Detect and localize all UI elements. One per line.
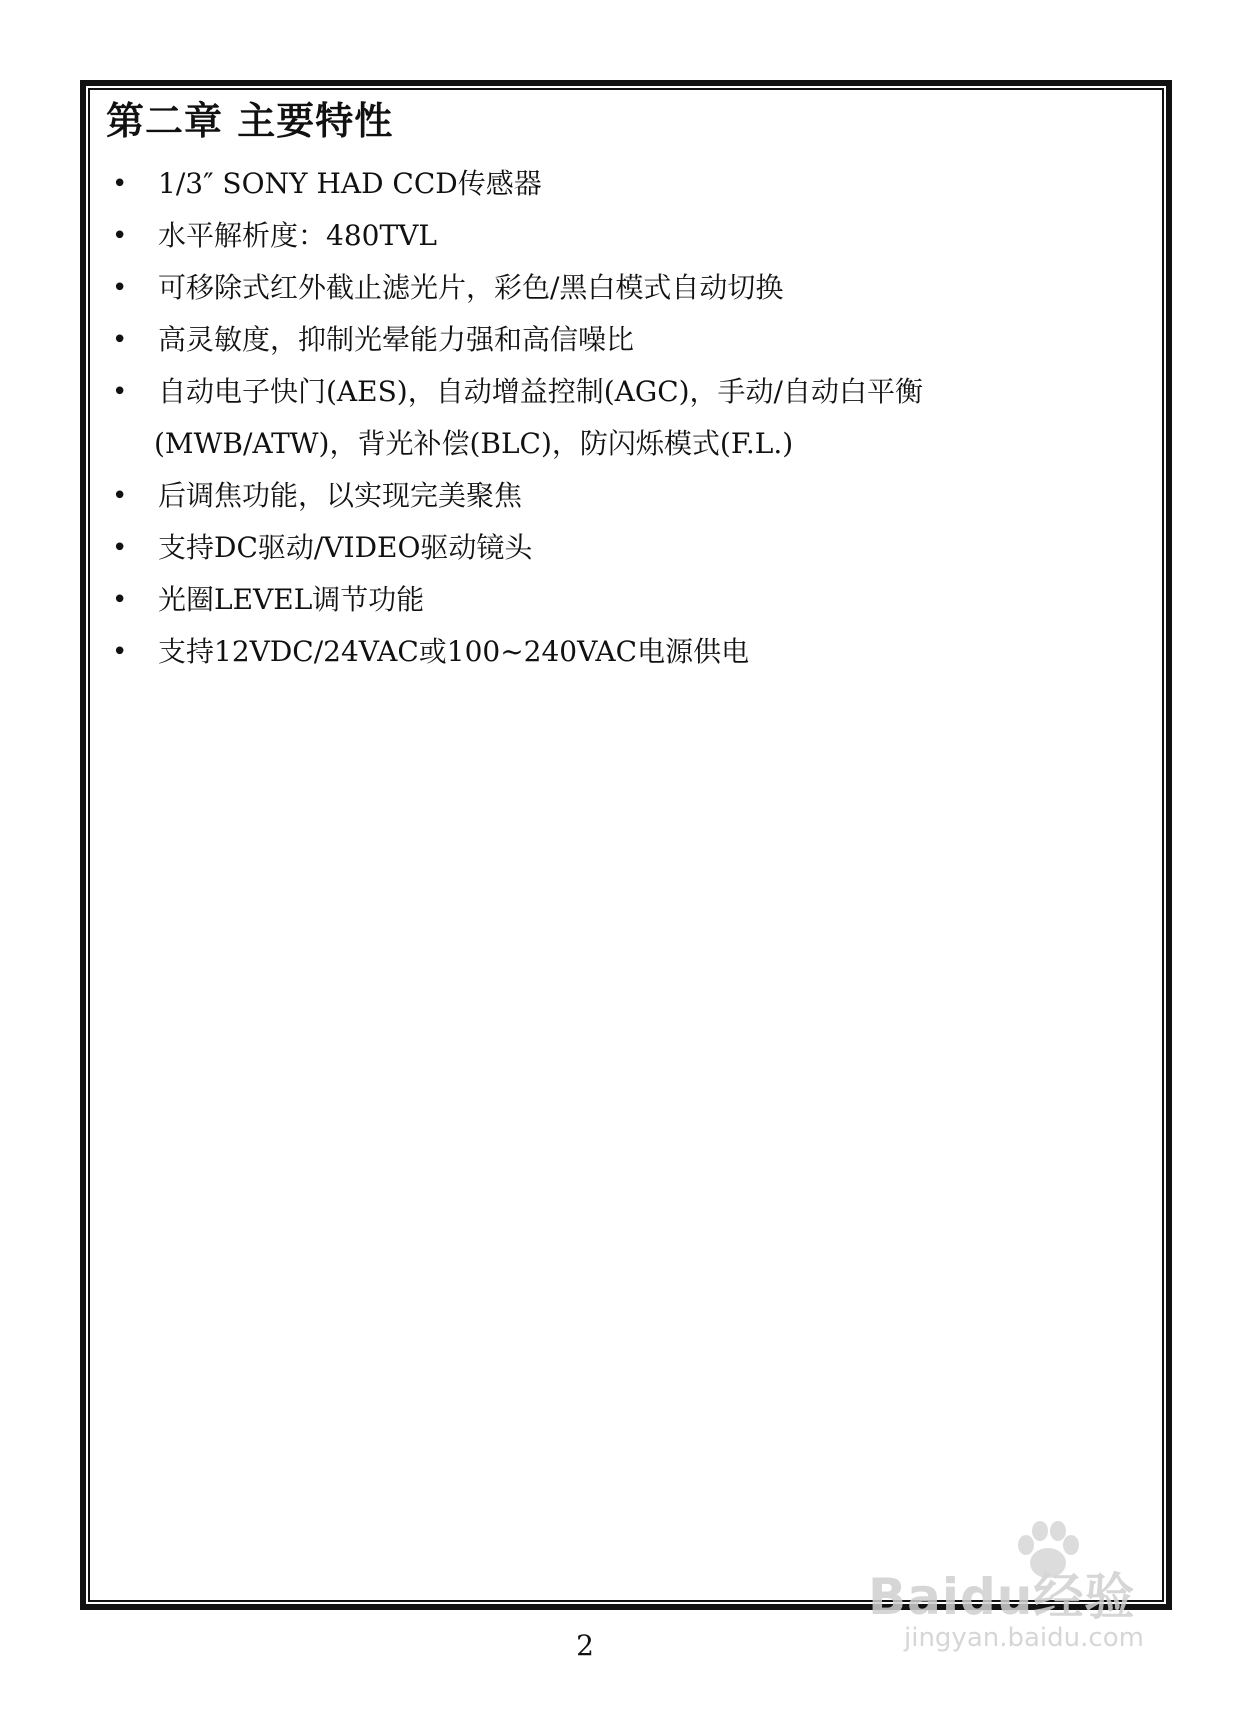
feature-text: 后调焦功能，以实现完美聚焦 (158, 479, 523, 512)
feature-list (106, 164, 1146, 672)
feature-text: 高灵敏度，抑制光晕能力强和高信噪比 (158, 323, 635, 356)
feature-item (106, 164, 1146, 204)
feature-text: 支持12VDC/24VAC或100~240VAC电源供电 (158, 635, 750, 668)
feature-text: 1/3″ SONY HAD CCD传感器 (158, 167, 542, 200)
feature-text: 支持DC驱动/VIDEO驱动镜头 (158, 531, 533, 564)
page-content (106, 96, 1146, 684)
bullet-icon: • (112, 481, 128, 511)
feature-item (106, 580, 1146, 620)
watermark-url: jingyan.baidu.com (904, 1623, 1144, 1653)
feature-text: 自动电子快门(AES)，自动增益控制(AGC)，手动/自动白平衡 (158, 375, 923, 408)
feature-item (106, 528, 1146, 568)
feature-text: 可移除式红外截止滤光片，彩色/黑白模式自动切换 (158, 271, 784, 304)
feature-item (106, 216, 1146, 256)
feature-item (106, 372, 1146, 464)
feature-item (106, 632, 1146, 672)
bullet-icon: • (112, 533, 128, 563)
bullet-icon: • (112, 169, 128, 199)
chapter-title: 第二章 主要特性 (106, 99, 394, 143)
page-number: 2 (576, 1629, 594, 1662)
feature-text: 光圈LEVEL调节功能 (158, 583, 425, 616)
bullet-icon: • (112, 221, 128, 251)
feature-text: 水平解析度：480TVL (158, 219, 437, 252)
watermark-brand: Baidu经验 (868, 1568, 1136, 1626)
bullet-icon: • (112, 637, 128, 667)
bullet-icon: • (112, 273, 128, 303)
bullet-icon: • (112, 325, 128, 355)
feature-item (106, 320, 1146, 360)
feature-item (106, 268, 1146, 308)
baidu-watermark (868, 1515, 1178, 1665)
bullet-icon: • (112, 377, 128, 407)
feature-item (106, 476, 1146, 516)
feature-text-continuation: (MWB/ATW)，背光补偿(BLC)，防闪烁模式(F.L.) (154, 427, 794, 460)
bullet-icon: • (112, 585, 128, 615)
